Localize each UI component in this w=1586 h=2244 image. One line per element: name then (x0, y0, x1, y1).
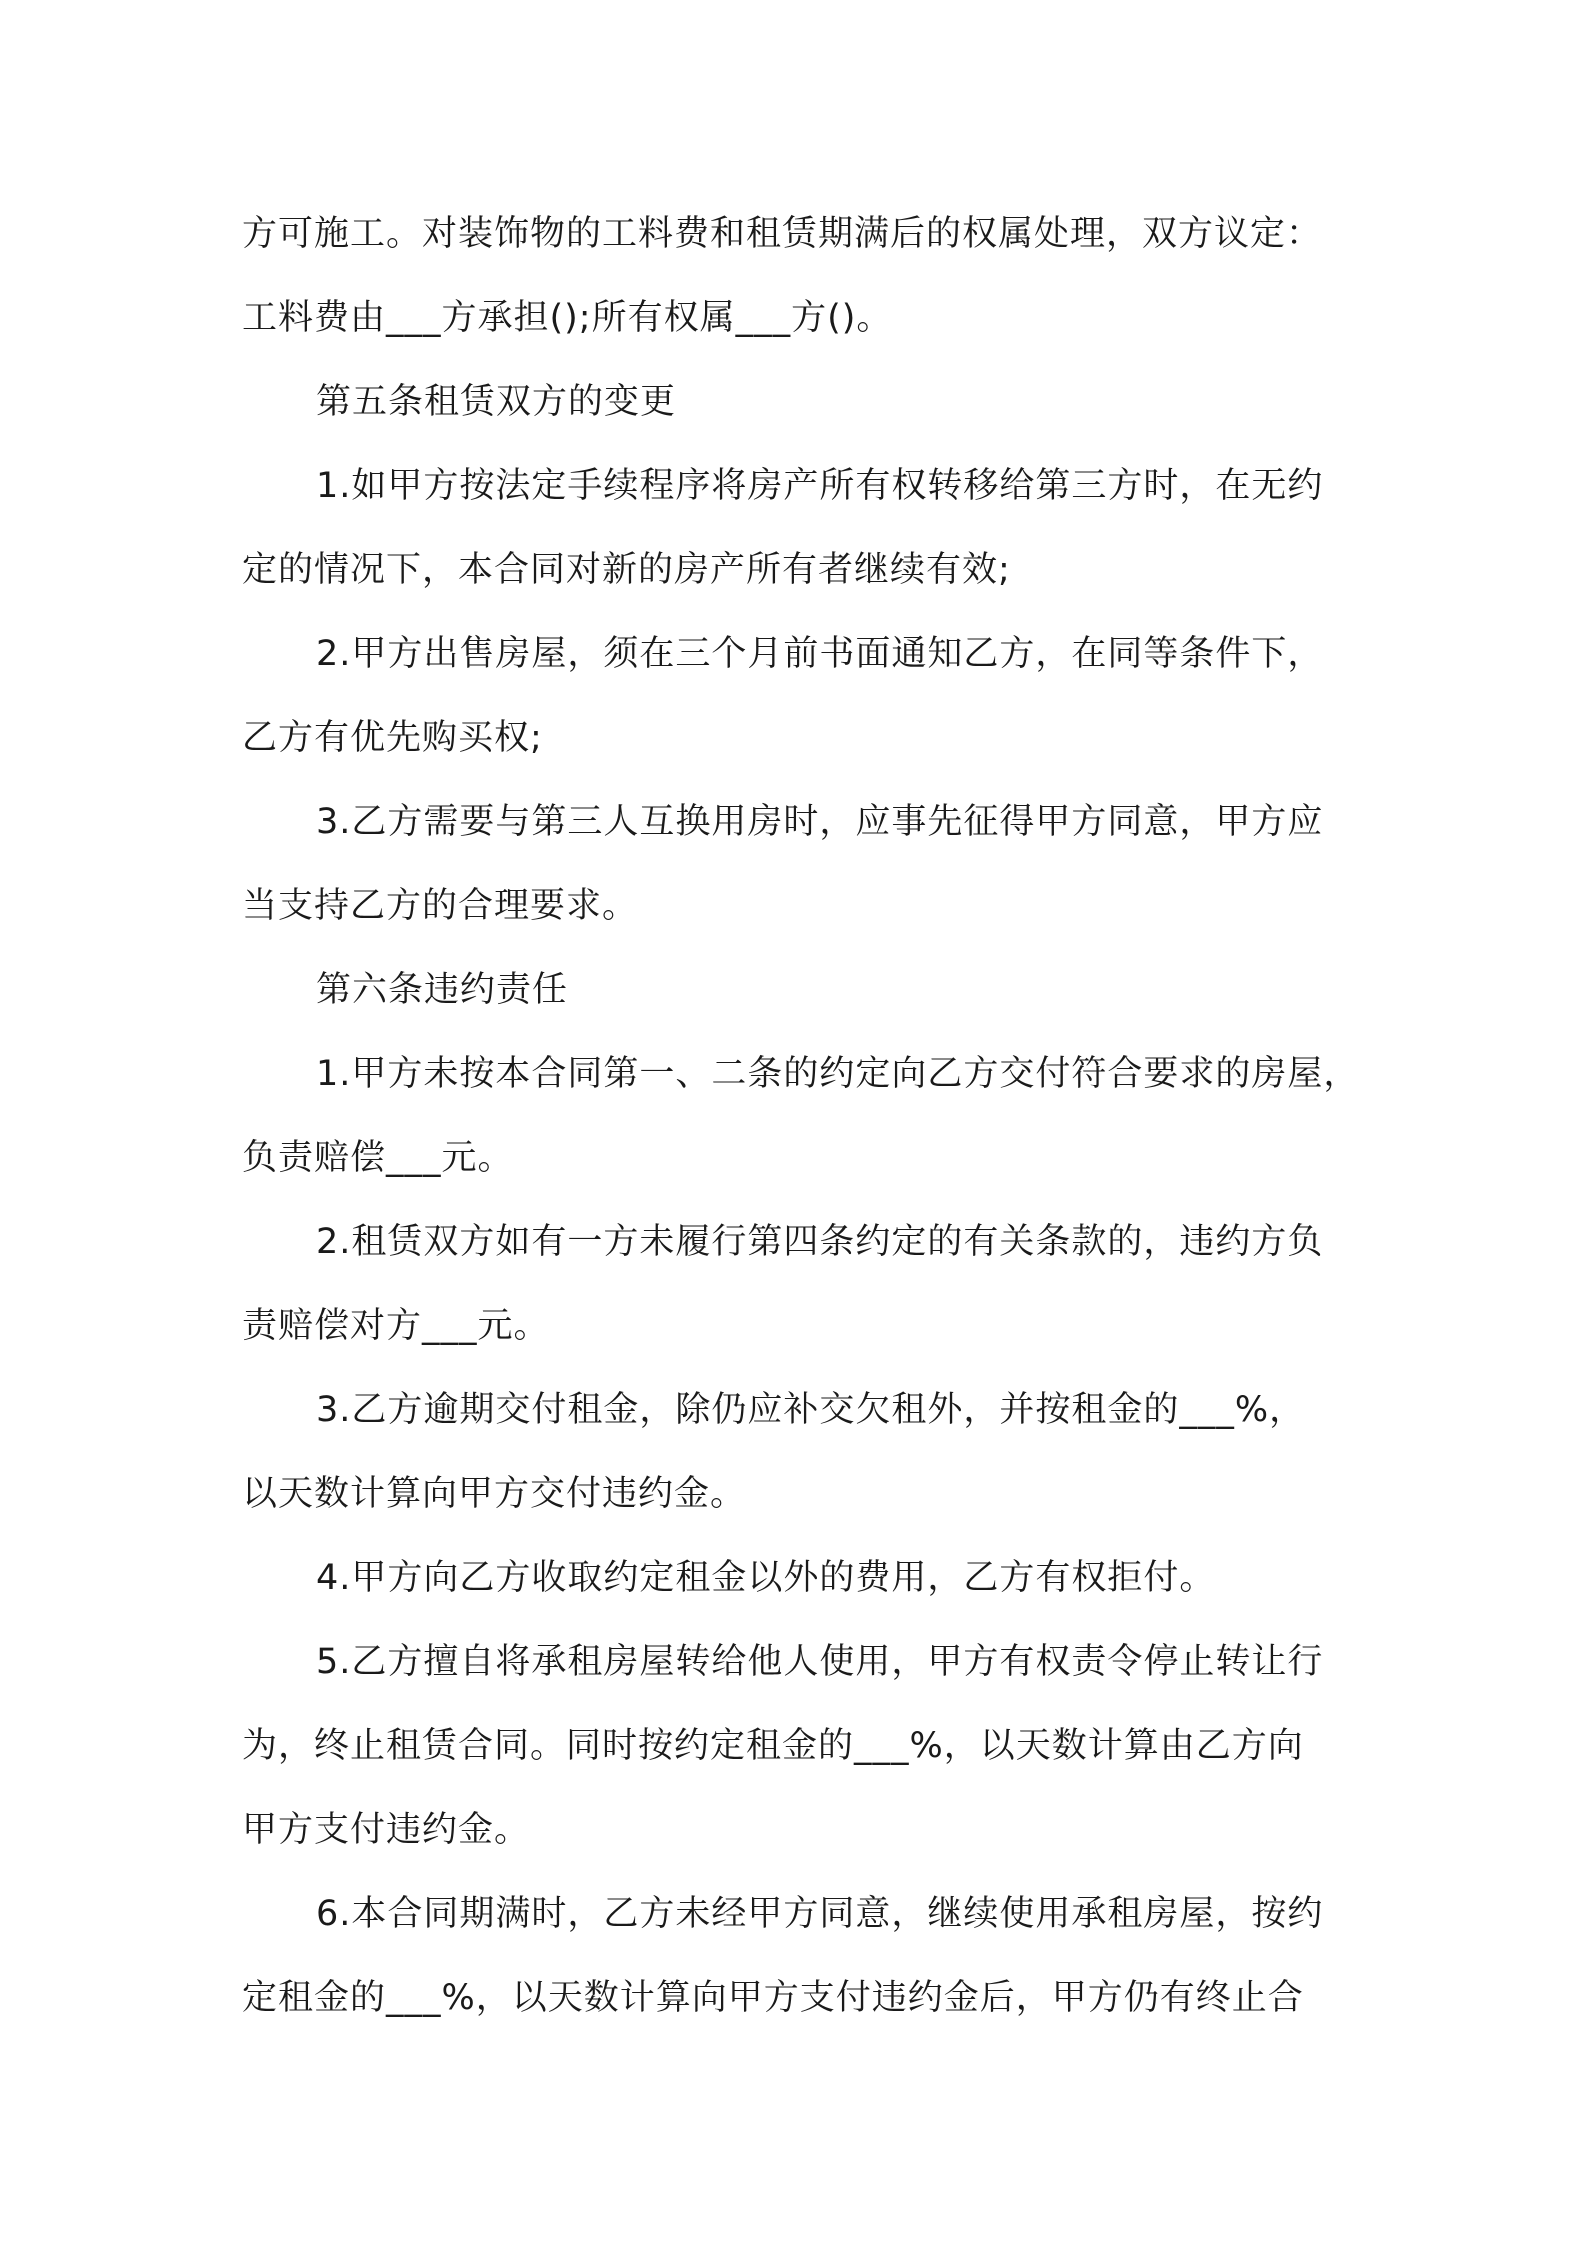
document-body (242, 192, 1362, 2040)
section-heading-5: 第五条租赁双方的变更 (316, 382, 677, 422)
text-line: 责赔偿对方___元。 (242, 1306, 550, 1346)
text-line: 2.甲方出售房屋，须在三个月前书面通知乙方，在同等条件下， (316, 634, 1324, 674)
text-line: 定的情况下，本合同对新的房产所有者继续有效; (242, 550, 1011, 590)
text-line: 1.甲方未按本合同第一、二条的约定向乙方交付符合要求的房屋， (316, 1054, 1360, 1094)
text-line: 5.乙方擅自将承租房屋转给他人使用，甲方有权责令停止转让行 (316, 1642, 1324, 1682)
text-line: 以天数计算向甲方交付违约金。 (242, 1474, 747, 1514)
text-line: 当支持乙方的合理要求。 (242, 886, 639, 926)
text-line: 4.甲方向乙方收取约定租金以外的费用，乙方有权拒付。 (316, 1558, 1216, 1598)
section-heading-6: 第六条违约责任 (316, 970, 569, 1010)
text-line: 6.本合同期满时，乙方未经甲方同意，继续使用承租房屋，按约 (316, 1894, 1324, 1934)
text-line: 负责赔偿___元。 (242, 1138, 514, 1178)
text-line: 为，终止租赁合同。同时按约定租金的___%，以天数计算由乙方向 (242, 1726, 1304, 1766)
text-line: 乙方有优先购买权; (242, 718, 543, 758)
text-line: 甲方支付违约金。 (242, 1810, 531, 1850)
text-line: 1.如甲方按法定手续程序将房产所有权转移给第三方时，在无约 (316, 466, 1324, 506)
text-line: 2.租赁双方如有一方未履行第四条约定的有关条款的，违约方负 (316, 1222, 1324, 1262)
text-line: 方可施工。对装饰物的工料费和租赁期满后的权属处理，双方议定： (242, 214, 1323, 254)
text-line: 3.乙方逾期交付租金，除仍应补交欠租外，并按租金的___%， (316, 1390, 1306, 1430)
text-line: 3.乙方需要与第三人互换用房时，应事先征得甲方同意，甲方应 (316, 802, 1324, 842)
text-line: 工料费由___方承担();所有权属___方()。 (242, 298, 893, 338)
text-line: 定租金的___%，以天数计算向甲方支付违约金后，甲方仍有终止合 (242, 1978, 1304, 2018)
